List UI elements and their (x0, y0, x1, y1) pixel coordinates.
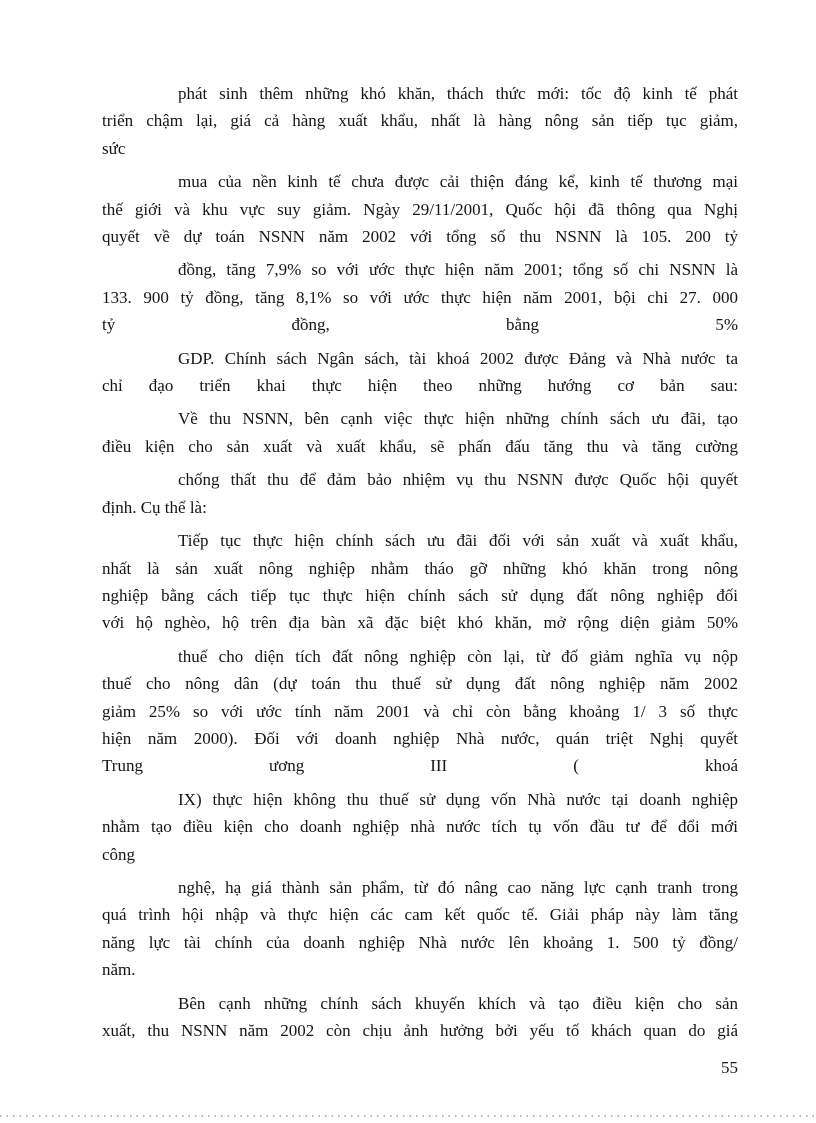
text-line: tỷ đồng, bằng 5% (102, 315, 738, 335)
text-line: công (102, 844, 136, 864)
page-number: 55 (721, 1058, 738, 1077)
text-line: hiện năm 2000). Đối với doanh nghiệp Nhà nước, quán triệt Nghị quyết (102, 728, 738, 748)
paragraph (102, 168, 738, 250)
text-line: GDP. Chính sách Ngân sách, tài khoá 2002 được Đảng và Nhà nước ta (178, 348, 738, 368)
text-line: sức (102, 138, 126, 158)
text-line: thuế cho nông dân (dự toán thu thuế sử dụng đất nông nghiệp năm 2002 (102, 674, 738, 694)
text-line: thuế cho diện tích đất nông nghiệp còn lại, từ đố giảm nghĩa vụ nộp (178, 646, 738, 666)
paragraph (102, 466, 738, 521)
text-line: Bên cạnh những chính sách khuyến khích và tạo điều kiện cho sản (178, 993, 738, 1013)
paragraph (102, 256, 738, 338)
text-line: quá trình hội nhập và thực hiện các cam kết quốc tế. Giải pháp này làm tăng (102, 905, 738, 925)
text-line: định. Cụ thể là: (102, 497, 207, 517)
text-line: thế giới và khu vực suy giảm. Ngày 29/11/2001, Quốc hội đã thông qua Nghị (102, 199, 738, 219)
paragraph (102, 786, 738, 868)
paragraph (102, 527, 738, 637)
text-line: chống thất thu để đảm bảo nhiệm vụ thu NSNN được Quốc hội quyết (178, 470, 738, 490)
text-line: đồng, tăng 7,9% so với ước thực hiện năm 2001; tổng số chi NSNN là (178, 260, 738, 280)
paragraph (102, 405, 738, 460)
text-line: quyết về dự toán NSNN năm 2002 với tổng số thu NSNN là 105. 200 tỷ (102, 227, 738, 247)
text-line: xuất, thu NSNN năm 2002 còn chịu ảnh hưởng bởi yếu tố khách quan do giá (102, 1021, 738, 1040)
text-line: năng lực tài chính của doanh nghiệp Nhà nước lên khoảng 1. 500 tỷ đồng/ (102, 932, 738, 952)
text-line: giảm 25% so với ước tính năm 2001 và chỉ còn bằng khoảng 1/ 3 số thực (102, 701, 738, 721)
text-line: nhằm tạo điều kiện cho doanh nghiệp nhà nước tích tụ vốn đầu tư để đổi mới (102, 817, 738, 837)
text-line: 133. 900 tỷ đồng, tăng 8,1% so với ước thực hiện năm 2001, bội chi 27. 000 (102, 287, 738, 307)
text-line: nghiệp bằng cách tiếp tục thực hiện chính sách sử dụng đất nông nghiệp đối (102, 585, 738, 605)
paragraph (102, 80, 738, 162)
text-line: chỉ đạo triển khai thực hiện theo những hướng cơ bản sau: (102, 376, 738, 396)
text-line: nghệ, hạ giá thành sản phẩm, từ đó nâng cao năng lực cạnh tranh trong (178, 877, 738, 897)
text-line: năm. (102, 960, 136, 980)
text-line: Trung ương III ( khoá (102, 756, 738, 776)
document-body (102, 80, 738, 1050)
paragraph (102, 345, 738, 400)
paragraph (102, 874, 738, 984)
footer-dotted-line (0, 1115, 816, 1117)
text-line: với hộ nghèo, hộ trên địa bàn xã đặc biệt khó khăn, mở rộng diện giảm 50% (102, 613, 738, 633)
text-line: mua của nền kinh tế chưa được cải thiện đáng kể, kinh tế thương mại (178, 172, 738, 192)
text-line: điều kiện cho sản xuất và xuất khẩu, sẽ phấn đấu tăng thu và tăng cường (102, 436, 738, 456)
paragraph (102, 990, 738, 1045)
text-line: IX) thực hiện không thu thuế sử dụng vốn Nhà nước tại doanh nghiệp (178, 789, 738, 809)
text-line: Về thu NSNN, bên cạnh việc thực hiện những chính sách ưu đãi, tạo (178, 409, 738, 429)
text-line: phát sinh thêm những khó khăn, thách thức mới: tốc độ kinh tế phát (178, 84, 738, 103)
text-line: nhất là sản xuất nông nghiệp nhằm tháo gỡ những khó khăn trong nông (102, 558, 738, 578)
paragraph (102, 643, 738, 780)
text-line: triển chậm lại, giá cả hàng xuất khẩu, nhất là hàng nông sản tiếp tục giảm, (102, 111, 738, 131)
text-line: Tiếp tục thực hiện chính sách ưu đãi đối với sản xuất và xuất khẩu, (178, 531, 738, 551)
